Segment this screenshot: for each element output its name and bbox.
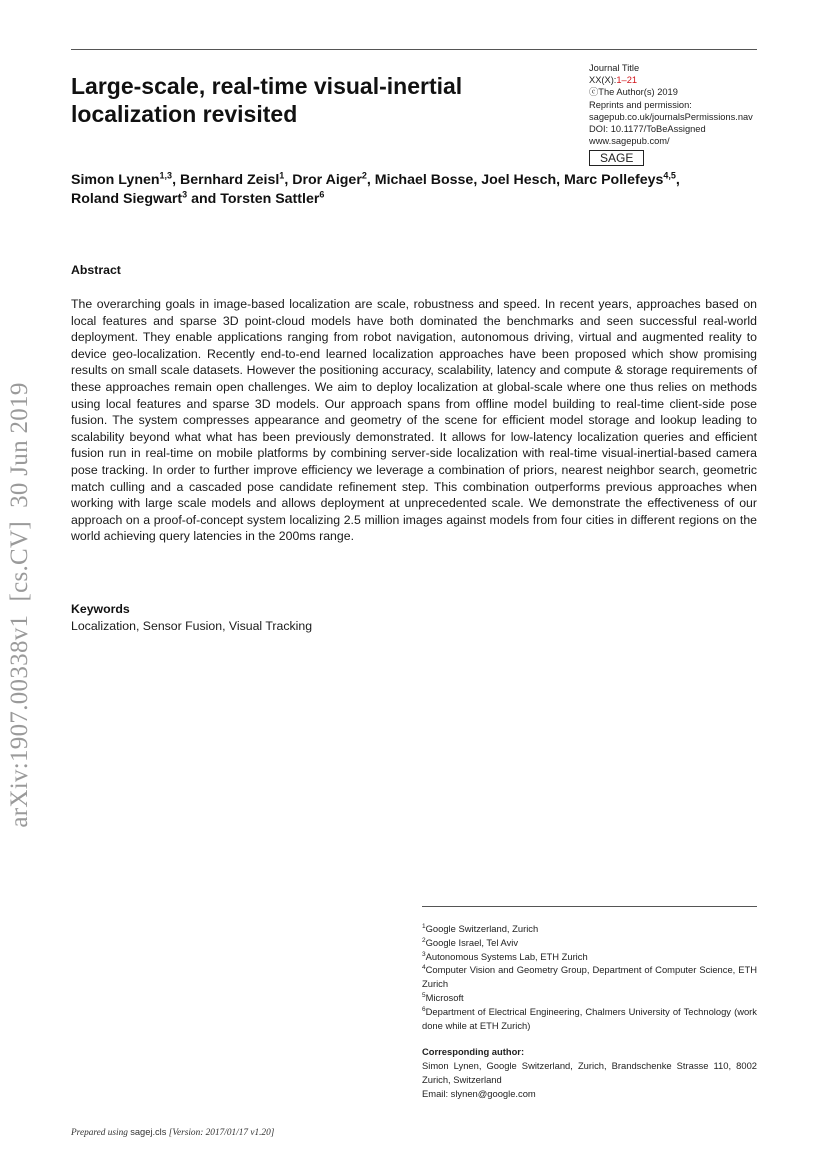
affiliation-text: Google Switzerland, Zurich — [425, 923, 539, 934]
affiliation-item — [422, 991, 757, 1005]
author-name: Joel Hesch — [481, 172, 557, 188]
page-range-link[interactable]: 1–21 — [616, 75, 638, 86]
author-affiliation-mark: 2 — [361, 170, 367, 181]
prepared-footer: Prepared using sagej.cls [Version: 2017/01/17 v1.20] — [71, 1127, 275, 1138]
author-list: Simon Lynen$^{1,3}$, Bernhard Zeisl$^1$, Dror Aiger$^2$, Michael Bosse, Joel Hesch, Marc Pollefeys$^{4,5}$, Roland Siegwart$^3$ and Torsten Sattler$^6$ — [71, 170, 680, 207]
footnote-rule — [422, 906, 757, 907]
affiliation-number: 2 — [422, 936, 426, 944]
paper-title: Large-scale, real-time visual-inertial localization revisited — [71, 73, 463, 127]
affiliation-text: Department of Electrical Engineering, Chalmers University of Technology (work done while at ETH Zurich) — [422, 1005, 757, 1031]
abstract-text: The overarching goals in image-based localization are scale, robustness and speed. In recent years, approaches based on local features and sparse 3D point-cloud models have both dominated the benchmarks and seen successful real-world deployment. They enable applications ranging from robot navigation, autonomous driving, virtual and augmented reality to device geo-localization. Recently end-to-end learned localization approaches have been proposed which show promising results on small scale datasets. However the positioning accuracy, scalability, latency and compute & storage requirements of these approaches remain open challenges. We aim to deploy localization at global-scale where one thus relies on methods using local features and sparse 3D models. Our approach spans from offline model building to real-time client-side pose fusion. The system compresses appearance and geometry of the scene for efficient model storage and lookup leading to scalability beyond what what has been previously demonstrated. It allows for low-latency localization queries and efficient fusion run in real-time on mobile platforms by combining server-side localization with real-time visual-inertial-based camera pose tracking. In order to further improve efficiency we leverage a combination of priors, nearest neighbor search, geometric match culling and a cascaded pose candidate refinement step. This combination outperforms previous approaches when working with large scale models and allows deployment at unprecedented scale. We demonstrate the effectiveness of our approach on a proof-of-concept system localizing 2.5 million images against models from four cities in different regions on the world achieving query latencies in the 200ms range. — [71, 297, 757, 544]
reprints-url: sagepub.co.uk/journalsPermissions.nav — [589, 111, 753, 122]
corresponding-heading: Corresponding author: — [422, 1046, 525, 1057]
copyright-line: ⓒThe Author(s) 2019 — [589, 87, 678, 98]
affiliation-number: 5 — [422, 991, 426, 999]
corresponding-author-block — [422, 1045, 757, 1101]
keywords-text: Localization, Sensor Fusion, Visual Tracking — [71, 619, 313, 633]
top-rule — [71, 49, 757, 50]
author-name: Simon Lynen — [71, 172, 160, 188]
author-affiliation-mark: 3 — [182, 189, 188, 200]
abstract-heading: Abstract — [71, 263, 121, 277]
arxiv-stamp-text: arXiv:1907.00338v1 [cs.CV] 30 Jun 2019 — [6, 382, 33, 828]
doi-line: DOI: 10.1177/ToBeAssigned — [589, 124, 706, 135]
affiliation-item — [422, 950, 757, 964]
journal-title: Journal Title — [589, 63, 640, 73]
affiliation-item — [422, 936, 757, 950]
author-name: Marc Pollefeys — [564, 172, 664, 188]
class-file-name: sagej.cls — [130, 1127, 167, 1137]
affiliation-item — [422, 922, 757, 936]
author-affiliation-mark: 1 — [279, 170, 285, 181]
author-name: Bernhard Zeisl — [179, 172, 280, 188]
author-name: Roland Siegwart — [71, 191, 183, 207]
sage-logo: SAGE — [589, 150, 644, 166]
author-name: Michael Bosse — [374, 172, 474, 188]
journal-volume: XX(X):1–21 — [589, 75, 638, 86]
keywords-heading: Keywords — [71, 602, 130, 616]
affiliation-text: Computer Vision and Geometry Group, Department of Computer Science, ETH Zurich — [422, 964, 757, 990]
author-affiliation-mark: 4,5 — [663, 170, 676, 181]
affiliation-text: Microsoft — [425, 991, 464, 1003]
affiliation-number: 1 — [422, 922, 426, 930]
author-name: Torsten Sattler — [220, 191, 320, 207]
reprints-line: Reprints and permission: — [589, 99, 692, 110]
author-affiliation-mark: 1,3 — [159, 170, 173, 181]
journal-meta-block — [589, 62, 769, 166]
affiliation-text: Google Israel, Tel Aviv — [425, 936, 519, 948]
affiliation-number: 6 — [422, 1005, 426, 1013]
author-name: Dror Aiger — [292, 172, 362, 188]
website-line: www.sagepub.com/ — [589, 136, 670, 147]
corresponding-address: Simon Lynen, Google Switzerland, Zurich, Brandschenke Strasse 110, 8002 Zurich, Switzerland — [422, 1059, 757, 1085]
affiliation-item — [422, 963, 757, 991]
affiliation-number: 4 — [422, 964, 426, 972]
affiliation-list — [422, 922, 757, 1032]
affiliation-number: 3 — [422, 950, 426, 958]
affiliation-text: Autonomous Systems Lab, ETH Zurich — [425, 950, 588, 962]
corresponding-email[interactable]: Email: slynen@google.com — [422, 1088, 536, 1100]
affiliation-item — [422, 1005, 757, 1033]
author-affiliation-mark: 6 — [319, 189, 325, 200]
